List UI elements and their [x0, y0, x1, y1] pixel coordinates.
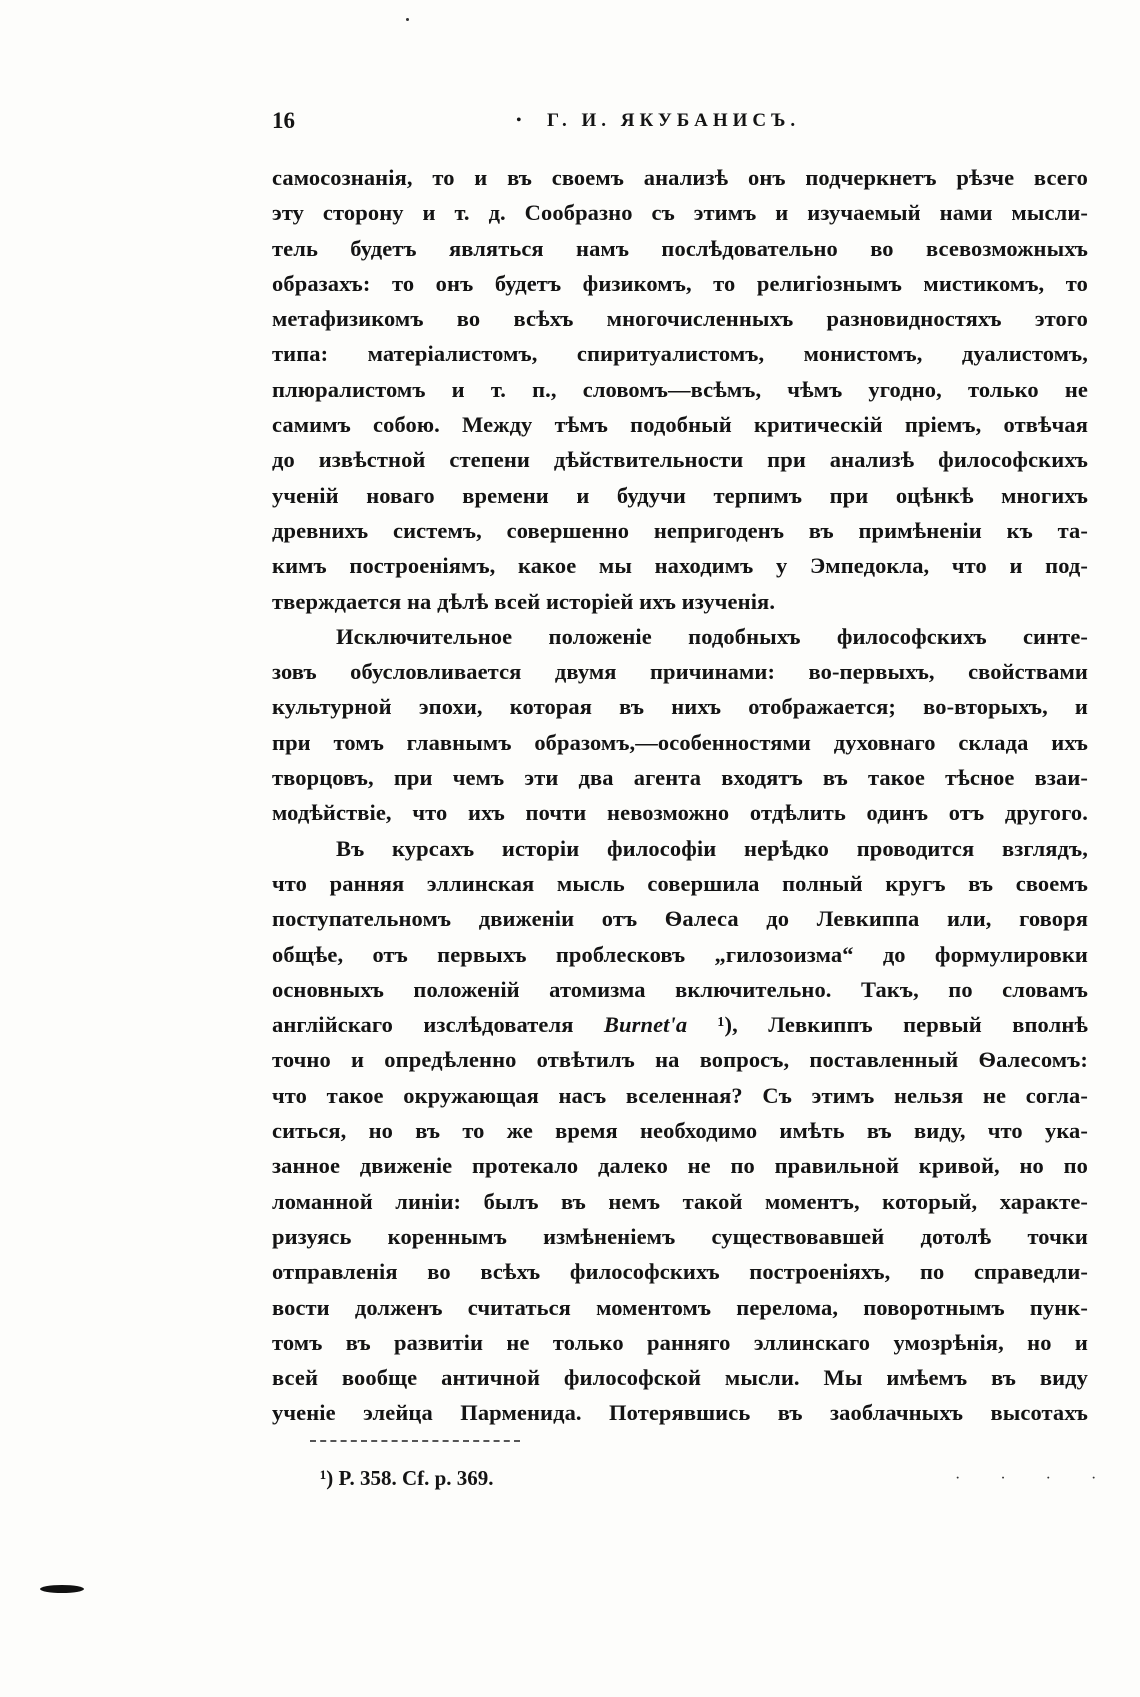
- text-line: тверждается на дѣлѣ всей исторіей ихъ изученія.: [272, 588, 776, 614]
- paragraph-start-line: Исключительное положеніе подобныхъ философскихъ синте-: [336, 623, 1088, 649]
- text-line: ситься, но въ то же время необходимо имѣть въ виду, что ука-: [272, 1118, 1088, 1144]
- text-line: самосознанія, то и въ своемъ анализѣ онъ подчеркнетъ рѣзче всего: [272, 165, 1088, 190]
- text-line: типа: матеріалистомъ, спиритуалистомъ, монистомъ, дуалистомъ,: [272, 341, 1088, 367]
- cited-author: Burnet'a: [603, 1012, 688, 1038]
- text-line: кимъ построеніямъ, какое мы находимъ у Эмпедокла, что и под-: [272, 553, 1088, 579]
- text-line: плюралистомъ и т. п., словомъ—всѣмъ, чѣмъ угодно, только не: [272, 376, 1088, 402]
- text-line: ученій новаго времени и будучи терпимъ при оцѣнкѣ многихъ: [272, 482, 1088, 508]
- text-line: основныхъ положеній атомизма включительно. Такъ, по словамъ: [272, 976, 1088, 1002]
- text-line: отправленія во всѣхъ философскихъ построеніяхъ, по справедли-: [272, 1259, 1088, 1285]
- footnote-rule: [310, 1440, 520, 1442]
- text-span: Левкиппъ первый вполнѣ: [768, 1012, 1088, 1038]
- footnote: ¹) P. 358. Cf. p. 369.: [320, 1466, 494, 1490]
- text-line: древнихъ системъ, совершенно непригоденъ въ примѣненіи къ та-: [272, 517, 1088, 543]
- text-line: всей вообще античной философской мысли. Мы имѣемъ въ виду: [272, 1365, 1088, 1391]
- text-line: зовъ обусловливается двумя причинами: во-первыхъ, свойствами: [272, 659, 1088, 685]
- text-line: занное движеніе протекало далеко не по правильной кривой, но по: [272, 1153, 1088, 1179]
- text-line: ломанной линіи: былъ въ немъ такой моментъ, который, характе-: [272, 1188, 1088, 1214]
- text-line: поступательномъ движеніи отъ Ѳалеса до Левкиппа или, говоря: [272, 906, 1088, 932]
- page-header: [272, 108, 1088, 138]
- text-line: культурной эпохи, которая въ нихъ отображается; во-вторыхъ, и: [272, 694, 1088, 720]
- body-text: [272, 160, 1088, 1431]
- text-line: образахъ: то онъ будетъ физикомъ, то религіознымъ мистикомъ, то: [272, 270, 1088, 296]
- text-line: модѣйствіе, что ихъ почти невозможно отдѣлить одинъ отъ другого.: [272, 800, 1088, 826]
- text-line: при томъ главнымъ образомъ,—особенностями духовнаго склада ихъ: [272, 729, 1088, 755]
- text-line: самимъ собою. Между тѣмъ подобный критическій пріемъ, отвѣчая: [272, 412, 1088, 438]
- text-line: ученіе элейца Парменида. Потерявшись въ заоблачныхъ высотахъ: [272, 1400, 1088, 1426]
- text-line: общѣе, отъ первыхъ проблесковъ „гилозоизма“ до формулировки: [272, 941, 1088, 967]
- text-line: творцовъ, при чемъ эти два агента входятъ въ такое тѣсное взаи-: [272, 765, 1088, 791]
- text-line: тель будетъ являться намъ послѣдовательно во всевозможныхъ: [272, 235, 1088, 261]
- page-number: 16: [272, 108, 295, 133]
- footnote-reference: ¹),: [717, 1012, 738, 1038]
- print-speck: [406, 18, 409, 21]
- running-title: Г. И. ЯКУБАНИСЪ.: [547, 110, 801, 131]
- text-line: томъ въ развитіи не только ранняго эллинскаго умозрѣнія, но и: [272, 1329, 1088, 1355]
- ink-blot: [40, 1585, 84, 1593]
- header-mark: •: [516, 112, 522, 129]
- text-line: что такое окружающая насъ вселенная? Съ этимъ нельзя не согла-: [272, 1082, 1088, 1108]
- text-line: метафизикомъ во всѣхъ многочисленныхъ разновидностяхъ этого: [272, 306, 1088, 332]
- print-specks: · · · ·: [955, 1470, 1115, 1487]
- text-line: до извѣстной степени дѣйствительности при анализѣ философскихъ: [272, 447, 1088, 473]
- paragraph-start-line: Въ курсахъ исторіи философіи нерѣдко проводится взглядъ,: [336, 835, 1088, 861]
- text-line: ризуясь кореннымъ измѣненіемъ существовавшей дотолѣ точки: [272, 1223, 1088, 1249]
- citation-line: [272, 1007, 1088, 1042]
- text-line: вости долженъ считаться моментомъ перелома, поворотнымъ пунк-: [272, 1294, 1088, 1320]
- text-line: что ранняя эллинская мысль совершила полный кругъ въ своемъ: [272, 870, 1088, 896]
- text-line: эту сторону и т. д. Сообразно съ этимъ и изучаемый нами мысли-: [272, 200, 1088, 226]
- text-span: англійскаго изслѣдователя: [272, 1012, 574, 1038]
- text-line: точно и опредѣленно отвѣтилъ на вопросъ, поставленный Ѳалесомъ:: [272, 1047, 1088, 1073]
